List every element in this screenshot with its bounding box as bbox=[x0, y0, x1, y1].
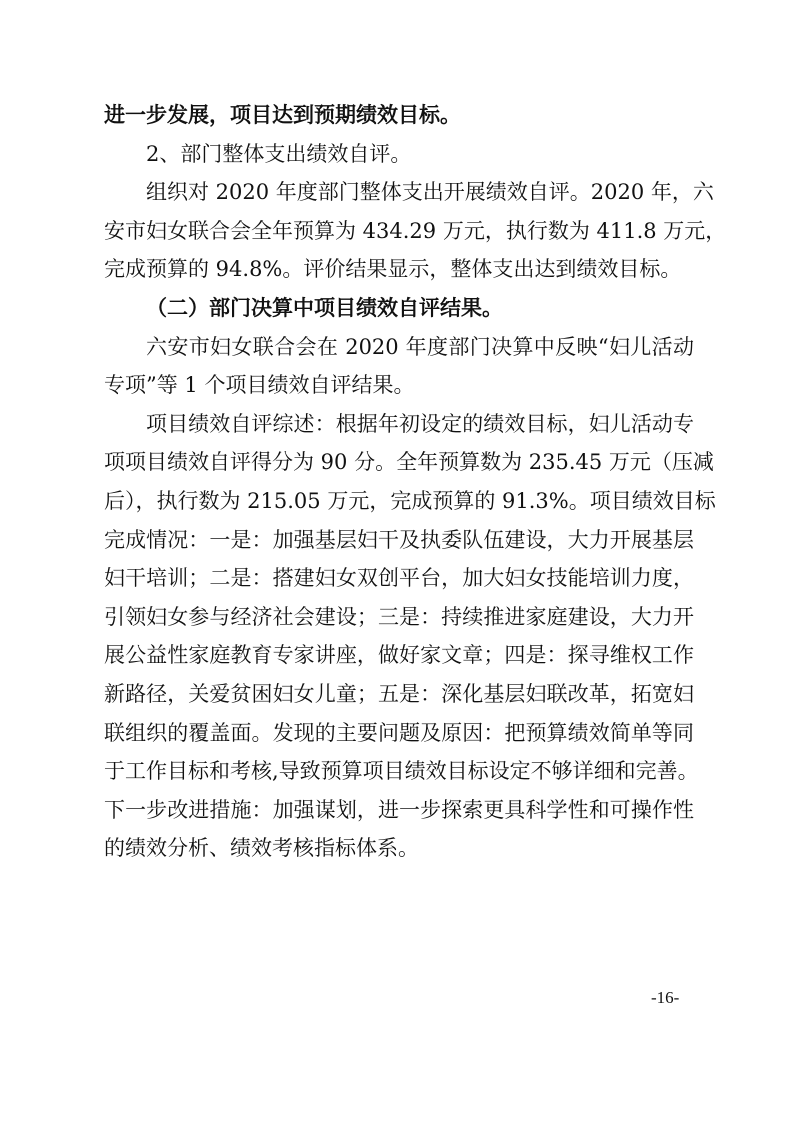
text-line: 组织对 2020 年度部门整体支出开展绩效自评。2020 年，六 bbox=[146, 180, 714, 205]
text-line: 新路径，关爱贫困妇女儿童；五是：深化基层妇联改革，拓宽妇 bbox=[104, 681, 694, 706]
text-line: 的绩效分析、绩效考核指标体系。 bbox=[104, 836, 419, 861]
text-line: 项项目绩效自评得分为 90 分。全年预算数为 235.45 万元（压减 bbox=[104, 450, 714, 475]
section-heading: 2、部门整体支出绩效自评。 bbox=[146, 141, 412, 166]
section-heading: （二）部门决算中项目绩效自评结果。 bbox=[146, 294, 503, 320]
page-number: -16- bbox=[651, 988, 680, 1007]
text-line: 引领妇女参与经济社会建设；三是：持续推进家庭建设，大力开 bbox=[104, 604, 694, 629]
text-line: 专项”等 1 个项目绩效自评结果。 bbox=[104, 373, 415, 398]
text-line: 联组织的覆盖面。发现的主要问题及原因：把预算绩效简单等同 bbox=[104, 720, 694, 745]
text-line: 展公益性家庭教育专家讲座，做好家文章；四是：探寻维权工作 bbox=[104, 643, 694, 668]
document-body bbox=[104, 96, 727, 868]
text-line: 安市妇女联合会全年预算为 434.29 万元，执行数为 411.8 万元， bbox=[104, 218, 727, 243]
text-line: 于工作目标和考核,导致预算项目绩效目标设定不够详细和完善。 bbox=[104, 759, 699, 784]
text-line: 完成情况：一是：加强基层妇干及执委队伍建设，大力开展基层 bbox=[104, 527, 694, 552]
text-line: 妇干培训；二是：搭建妇女双创平台，加大妇女技能培训力度， bbox=[104, 566, 694, 591]
text-line: 进一步发展，项目达到预期绩效目标。 bbox=[104, 102, 461, 127]
text-line: 下一步改进措施：加强谋划，进一步探索更具科学性和可操作性 bbox=[104, 797, 694, 822]
text-line: 完成预算的 94.8%。评价结果显示，整体支出达到绩效目标。 bbox=[104, 257, 682, 282]
text-line: 后），执行数为 215.05 万元，完成预算的 91.3%。项目绩效目标 bbox=[104, 488, 716, 513]
text-line: 六安市妇女联合会在 2020 年度部门决算中反映“妇儿活动 bbox=[146, 334, 694, 359]
text-line: 项目绩效自评综述：根据年初设定的绩效目标，妇儿活动专 bbox=[146, 411, 694, 436]
